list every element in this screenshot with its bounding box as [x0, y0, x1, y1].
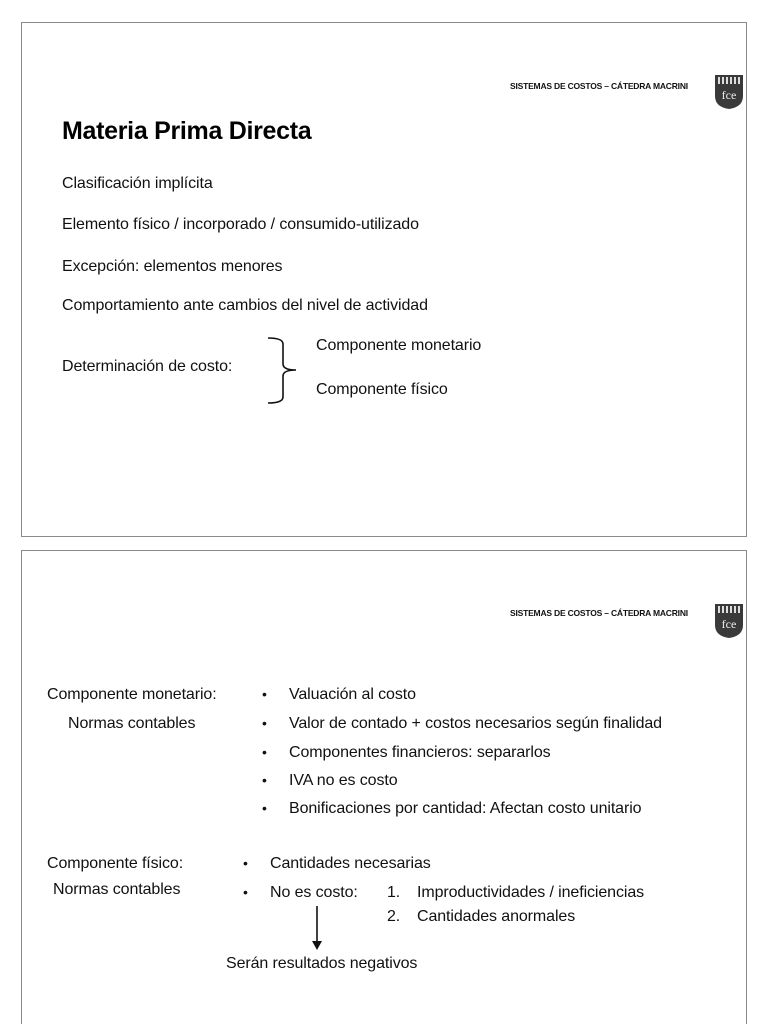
bullet-dot: •: [243, 855, 248, 871]
monetario-sublabel: Normas contables: [68, 715, 196, 732]
fisico-sublabel: Normas contables: [53, 881, 181, 898]
item-clasificacion: Clasificación implícita: [62, 175, 213, 192]
curly-brace-icon: [266, 336, 300, 406]
logo-text: fce: [721, 88, 737, 102]
monetario-bullet-4: IVA no es costo: [289, 772, 398, 789]
fce-shield-logo-icon: [714, 603, 744, 639]
slide-header: SISTEMAS DE COSTOS – CÁTEDRA MACRINI: [510, 608, 688, 618]
fisico-label: Componente físico:: [47, 855, 184, 872]
monetario-label: Componente monetario:: [47, 686, 217, 703]
numbered-item-1: Improductividades / ineficiencias: [417, 884, 645, 901]
monetario-bullet-1: Valuación al costo: [289, 686, 416, 703]
determinacion-label: Determinación de costo:: [62, 358, 233, 375]
fce-shield-logo-icon: [714, 74, 744, 110]
slide-title: Materia Prima Directa: [62, 117, 312, 145]
down-arrow-icon: [310, 905, 324, 951]
item-excepcion: Excepción: elementos menores: [62, 258, 283, 275]
bullet-dot: •: [262, 772, 267, 788]
numbered-index-1: 1.: [387, 884, 401, 901]
bullet-dot: •: [262, 744, 267, 760]
bullet-dot: •: [262, 715, 267, 731]
option-componente-monetario: Componente monetario: [316, 337, 482, 354]
slide-1: [21, 22, 747, 537]
fisico-bullet-1: Cantidades necesarias: [270, 855, 431, 872]
item-elemento-fisico: Elemento físico / incorporado / consumido-utilizado: [62, 216, 419, 233]
numbered-index-2: 2.: [387, 908, 401, 925]
numbered-item-2: Cantidades anormales: [417, 908, 576, 925]
slide-header: SISTEMAS DE COSTOS – CÁTEDRA MACRINI: [510, 81, 688, 91]
fisico-bullet-2: No es costo:: [270, 884, 358, 901]
monetario-bullet-5: Bonificaciones por cantidad: Afectan costo unitario: [289, 800, 642, 817]
option-componente-fisico: Componente físico: [316, 381, 448, 398]
logo-text: fce: [721, 617, 737, 631]
monetario-bullet-3: Componentes financieros: separarlos: [289, 744, 551, 761]
bullet-dot: •: [243, 884, 248, 900]
slide-2: [21, 550, 747, 1024]
result-text: Serán resultados negativos: [226, 955, 418, 972]
item-comportamiento: Comportamiento ante cambios del nivel de actividad: [62, 297, 428, 314]
bullet-dot: •: [262, 800, 267, 816]
bullet-dot: •: [262, 686, 267, 702]
monetario-bullet-2: Valor de contado + costos necesarios según finalidad: [289, 715, 662, 732]
